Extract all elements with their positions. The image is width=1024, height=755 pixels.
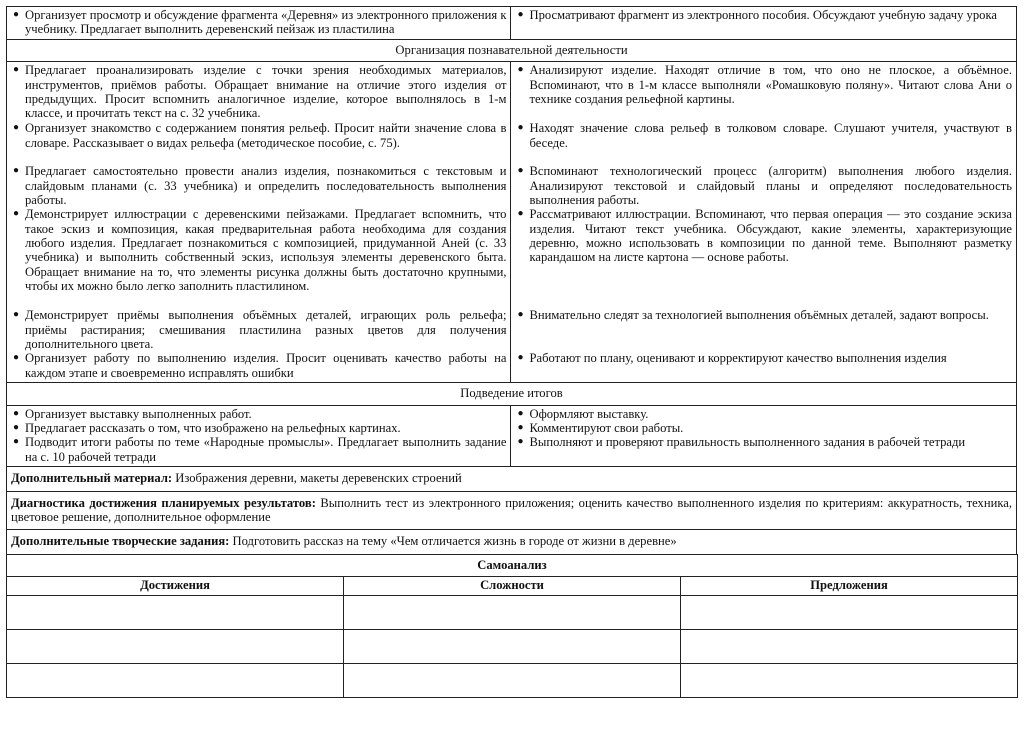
bullet-icon: ● bbox=[13, 165, 20, 177]
list-item: ● Рассматривают иллюстрации. Вспоминают, что первая операция — это создание эскиза изделия. Читают текст учебника. Обсуждают, какие элементы, характеризующие деревню, можно использовать в композиции по данной теме. Выполняют разметку карандашом на листе картона — основе работы. bbox=[517, 207, 1012, 265]
list-item: ● Вспоминают технологический процесс (алгоритм) выполнения любого изделия. Анализируют текстовой и слайдовый планы и определяют последовательность выполнения работы. bbox=[517, 164, 1012, 208]
list-item: ● Демонстрирует приёмы выполнения объёмных деталей, играющих роль рельефа; приёмы растирания; смешивания пластилина разных цветов для получения дополнительного цвета. bbox=[13, 308, 507, 352]
extra-material-text: Изображения деревни, макеты деревенских строений bbox=[175, 471, 462, 486]
table-row bbox=[7, 595, 1018, 629]
table-cell bbox=[681, 595, 1018, 629]
bullet-icon: ● bbox=[517, 352, 524, 364]
teacher-cell bbox=[7, 405, 511, 467]
bullet-icon: ● bbox=[517, 309, 524, 321]
list-item: ● Подводит итоги работы по теме «Народные промыслы». Предлагает выполнить задание на с. 10 рабочей тетради bbox=[13, 435, 507, 464]
list-item: ● Предлагает рассказать о том, что изображено на рельефных картинах. bbox=[13, 421, 401, 436]
section-title: Подведение итогов bbox=[7, 383, 1017, 405]
summary-row bbox=[7, 405, 1017, 467]
self-analysis-title: Самоанализ bbox=[7, 554, 1018, 576]
table-cell bbox=[344, 663, 681, 697]
activity-row bbox=[7, 62, 1017, 383]
list-item: ● Работают по плану, оценивают и корректируют качество выполнения изделия bbox=[517, 351, 947, 366]
column-header-achievements: Достижения bbox=[7, 577, 344, 595]
list-item: ● Комментируют свои работы. bbox=[517, 421, 684, 436]
teacher-cell bbox=[7, 62, 511, 383]
bullet-icon: ● bbox=[13, 352, 20, 364]
self-analysis-title-row bbox=[7, 554, 1018, 576]
self-analysis-header-row bbox=[7, 577, 1018, 595]
list-item: ● Предлагает самостоятельно провести анализ изделия, познакомиться с текстовым и слайдовым планами (с. 33 учебника) и определить последовательность выполнения работы. bbox=[13, 164, 507, 208]
table-cell bbox=[344, 629, 681, 663]
list-item: ● Организует просмотр и обсуждение фрагмента «Деревня» из электронного приложения к учебнику. Предлагает выполнить деревенский пейзаж из пластилина bbox=[13, 8, 507, 37]
table-row bbox=[7, 663, 1018, 697]
students-cell bbox=[511, 405, 1017, 467]
column-header-difficulties: Сложности bbox=[344, 577, 681, 595]
teacher-cell bbox=[7, 7, 511, 40]
diagnostics-cell bbox=[7, 491, 1017, 530]
bullet-icon: ● bbox=[517, 436, 524, 448]
bullet-icon: ● bbox=[13, 9, 20, 20]
table-cell bbox=[7, 663, 344, 697]
list-item: ● Оформляют выставку. bbox=[517, 406, 649, 421]
self-analysis-table bbox=[6, 554, 1018, 698]
lesson-plan-sheet bbox=[6, 6, 1017, 698]
students-cell bbox=[511, 62, 1017, 383]
extra-material-row bbox=[7, 467, 1017, 491]
table-cell bbox=[344, 595, 681, 629]
bullet-icon: ● bbox=[517, 64, 524, 76]
bullet-icon: ● bbox=[13, 309, 20, 321]
table-cell bbox=[7, 629, 344, 663]
creative-text: Подготовить рассказ на тему «Чем отличается жизнь в городе от жизни в деревне» bbox=[232, 534, 677, 549]
section-title: Организация познавательной деятельности bbox=[7, 39, 1017, 61]
creative-row bbox=[7, 530, 1017, 554]
bullet-icon: ● bbox=[517, 165, 524, 177]
table-row bbox=[7, 629, 1018, 663]
column-header-suggestions: Предложения bbox=[681, 577, 1018, 595]
students-cell bbox=[511, 7, 1017, 40]
bullet-icon: ● bbox=[13, 122, 20, 134]
bullet-icon: ● bbox=[517, 208, 524, 220]
bullet-icon: ● bbox=[517, 422, 524, 434]
list-item: ● Просматривают фрагмент из электронного пособия. Обсуждают учебную задачу урока bbox=[517, 8, 997, 22]
top-row bbox=[7, 7, 1017, 40]
bullet-icon: ● bbox=[13, 422, 20, 434]
diagnostics-label: Диагностика достижения планируемых результатов: bbox=[11, 495, 316, 510]
lesson-table bbox=[6, 6, 1017, 555]
list-item: ● Выполняют и проверяют правильность выполненного задания в рабочей тетради bbox=[517, 435, 966, 450]
list-item: ● Организует знакомство с содержанием понятия рельеф. Просит найти значение слова в словаре. Рассказывает о видах рельефа (методическое пособие, с. 75). bbox=[13, 121, 507, 150]
list-item: ● Организует работу по выполнению изделия. Просит оценивать качество работы на каждом этапе и своевременно исправлять ошибки bbox=[13, 351, 507, 380]
diagnostics-row bbox=[7, 491, 1017, 530]
bullet-icon: ● bbox=[13, 407, 20, 419]
section-header-row bbox=[7, 39, 1017, 61]
bullet-icon: ● bbox=[13, 64, 20, 76]
table-cell bbox=[681, 629, 1018, 663]
list-item: ● Внимательно следят за технологией выполнения объёмных деталей, задают вопросы. bbox=[517, 308, 989, 323]
bullet-icon: ● bbox=[13, 436, 20, 448]
list-item: ● Находят значение слова рельеф в толковом словаре. Слушают учителя, участвуют в беседе. bbox=[517, 121, 1012, 150]
bullet-icon: ● bbox=[517, 407, 524, 419]
list-item: ● Предлагает проанализировать изделие с точки зрения необходимых материалов, инструментов, приёмов работы. Обращает внимание на отличие этого изделия от предыдущих. Просит вспомнить аналогичное изделие, которое выполнялось в 1-м классе, и прочитать текст на с. 32 учебника. bbox=[13, 63, 507, 121]
table-cell bbox=[7, 595, 344, 629]
bullet-icon: ● bbox=[13, 208, 20, 220]
list-item: ● Демонстрирует иллюстрации с деревенскими пейзажами. Предлагает вспомнить, что такое эскиз и композиция, какая предварительная работа необходима для создания любого изделия. Предлагает познакомиться с композицией, придуманной Аней (с. 33 учебника) и выполнить собственный эскиз, используя элементы деревенского быта. Обращает внимание на то, что элементы рисунка должны быть достаточно крупными, чтобы их можно было легко заполнить пластилином. bbox=[13, 207, 507, 294]
bullet-icon: ● bbox=[517, 122, 524, 134]
extra-material-label: Дополнительный материал: bbox=[11, 471, 173, 486]
list-item: ● Организует выставку выполненных работ. bbox=[13, 406, 252, 421]
bullet-icon: ● bbox=[517, 9, 524, 20]
extra-material-cell bbox=[7, 467, 1017, 491]
table-cell bbox=[681, 663, 1018, 697]
creative-label: Дополнительные творческие задания: bbox=[11, 534, 230, 549]
list-item: ● Анализируют изделие. Находят отличие в том, что оно не плоское, а объёмное. Вспоминают, что в 1-м классе выполняли «Ромашковую поляну». Читают слова Ани о технике создания рельефной картины. bbox=[517, 63, 1012, 107]
section-header-row bbox=[7, 383, 1017, 405]
creative-cell bbox=[7, 530, 1017, 554]
diagnostics-text: Выполнить тест из электронного приложения; оценить качество выполненного изделия по критериям: аккуратность, техника, цветовое решение, дополнительное оформление bbox=[11, 495, 1013, 525]
